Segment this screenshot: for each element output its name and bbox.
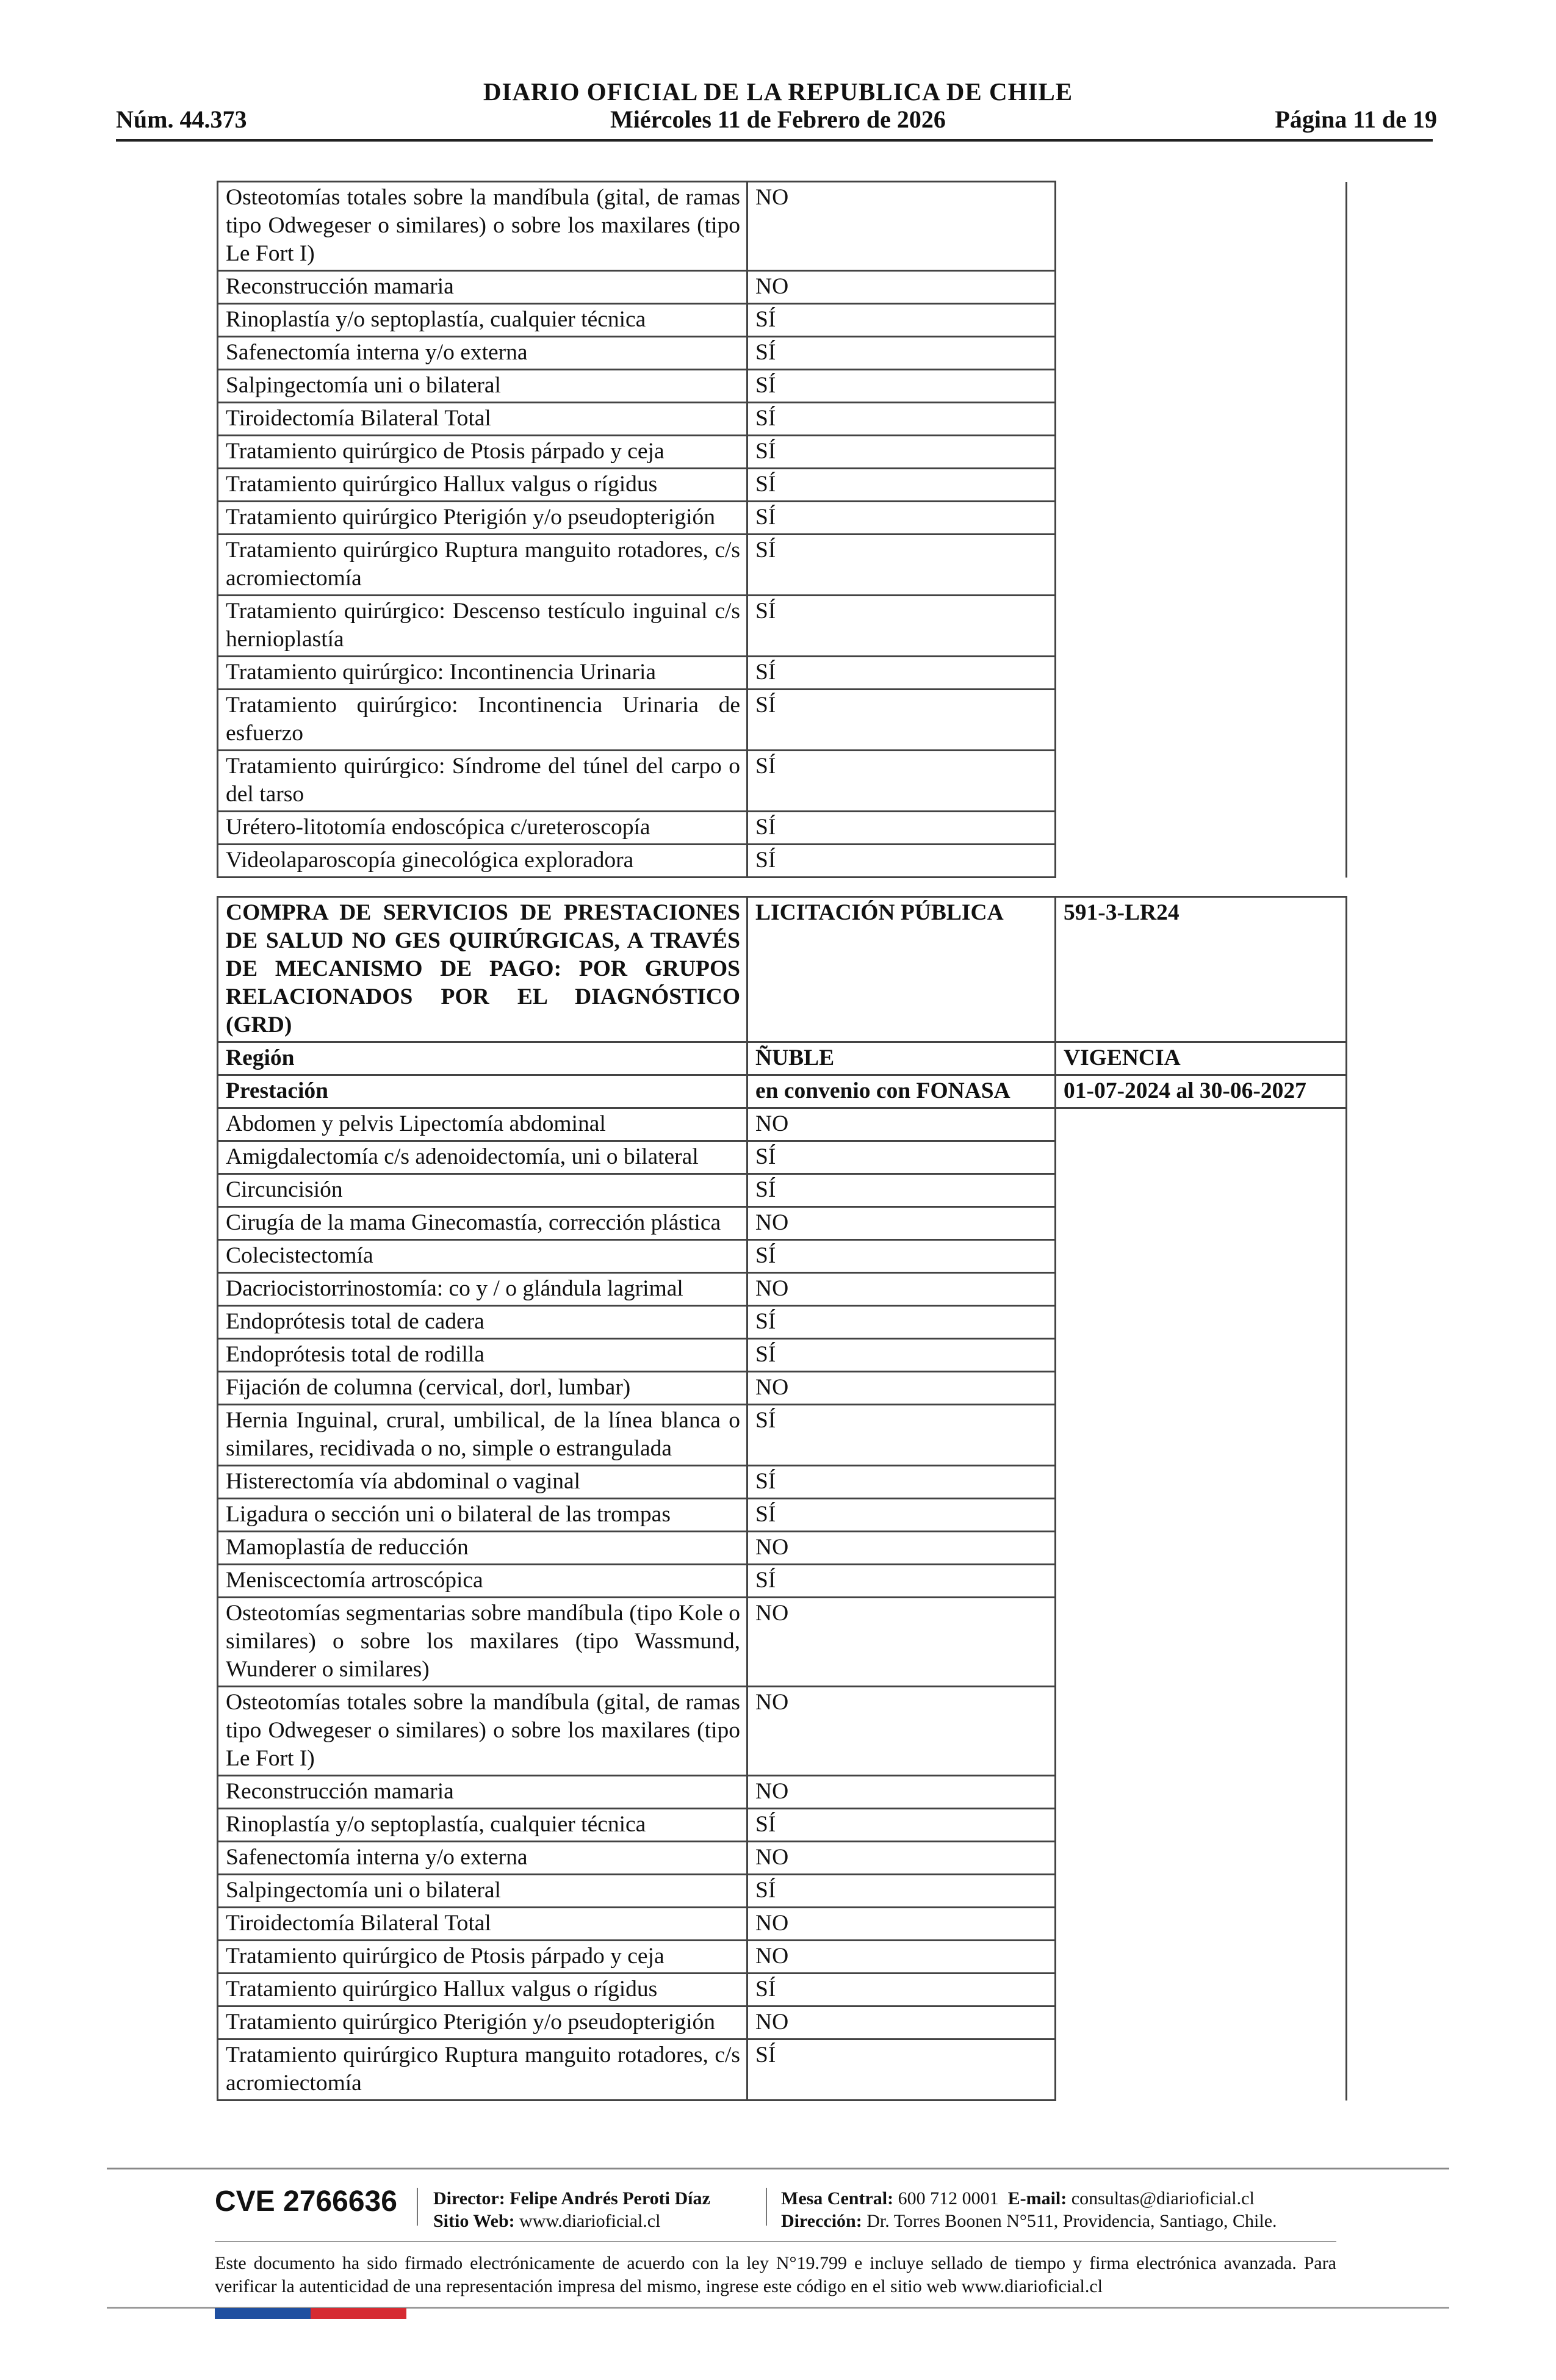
empty-cell: [1056, 370, 1347, 403]
coverage-value: NO: [747, 1273, 1056, 1306]
director-label: Director:: [433, 2188, 505, 2209]
procedure-name: Tratamiento quirúrgico: Síndrome del túnel del carpo o del tarso: [218, 751, 747, 812]
table-row: [218, 1174, 1347, 1207]
procedure-name: Tratamiento quirúrgico de Ptosis párpado y ceja: [218, 436, 747, 469]
procedure-name: Tratamiento quirúrgico: Incontinencia Urinaria de esfuerzo: [218, 690, 747, 751]
coverage-value: NO: [747, 1941, 1056, 1974]
convenio-label: en convenio con FONASA: [747, 1075, 1056, 1108]
table-row: [218, 1974, 1347, 2007]
coverage-value: NO: [747, 1108, 1056, 1141]
table-row: [218, 657, 1347, 690]
procedure-name: Dacriocistorrinostomía: co y / o glándula lagrimal: [218, 1273, 747, 1306]
contact-block: [781, 2187, 1277, 2232]
table-row: [218, 370, 1347, 403]
procedure-name: Ligadura o sección uni o bilateral de las trompas: [218, 1499, 747, 1532]
procedure-name: Meniscectomía artroscópica: [218, 1565, 747, 1598]
website-link[interactable]: www.diarioficial.cl: [519, 2211, 661, 2231]
empty-cell: [1056, 1687, 1347, 1776]
vigencia-label: VIGENCIA: [1056, 1042, 1347, 1075]
header-divider: [116, 139, 1433, 142]
empty-cell: [1056, 1565, 1347, 1598]
procedure-name: Videolaparoscopía ginecológica exploradora: [218, 845, 747, 878]
procedure-name: Osteotomías totales sobre la mandíbula (gital, de ramas tipo Odwegeser o similares) o sobre los maxilares (tipo Le Fort I): [218, 182, 747, 271]
procedures-table-body: [218, 182, 1347, 878]
footer-separator: [417, 2188, 418, 2226]
table-row: [218, 1207, 1347, 1240]
coverage-value: SÍ: [747, 1240, 1056, 1273]
coverage-value: SÍ: [747, 370, 1056, 403]
page-number: Página 11 de 19: [1275, 106, 1437, 133]
empty-cell: [1056, 751, 1347, 812]
empty-cell: [1056, 271, 1347, 304]
empty-cell: [1056, 403, 1347, 436]
table-row: [218, 1565, 1347, 1598]
coverage-value: SÍ: [747, 690, 1056, 751]
table-row: [218, 1598, 1347, 1687]
empty-cell: [1056, 690, 1347, 751]
table-row: [218, 2039, 1347, 2101]
coverage-value: SÍ: [747, 812, 1056, 845]
tender-code-cell: 591-3-LR24: [1056, 897, 1347, 1042]
table-row: [218, 1687, 1347, 1776]
table-row: [218, 182, 1347, 271]
procedure-name: Mamoplastía de reducción: [218, 1532, 747, 1565]
procedure-name: Osteotomías totales sobre la mandíbula (gital, de ramas tipo Odwegeser o similares) o sobre los maxilares (tipo Le Fort I): [218, 1687, 747, 1776]
region-value: ÑUBLE: [747, 1042, 1056, 1075]
procedure-name: Tratamiento quirúrgico Hallux valgus o rígidus: [218, 1974, 747, 2007]
coverage-value: SÍ: [747, 1974, 1056, 2007]
vigencia-value: 01-07-2024 al 30-06-2027: [1056, 1075, 1347, 1108]
procedure-name: Tratamiento quirúrgico Pterigión y/o pseudopterigión: [218, 2007, 747, 2039]
procedure-name: Salpingectomía uni o bilateral: [218, 370, 747, 403]
coverage-value: SÍ: [747, 1174, 1056, 1207]
procedure-name: Tratamiento quirúrgico Ruptura manguito rotadores, c/s acromiectomía: [218, 2039, 747, 2101]
coverage-value: SÍ: [747, 304, 1056, 337]
coverage-value: NO: [747, 1598, 1056, 1687]
procedure-name: Reconstrucción mamaria: [218, 1776, 747, 1809]
coverage-value: SÍ: [747, 403, 1056, 436]
coverage-value: SÍ: [747, 337, 1056, 370]
empty-cell: [1056, 469, 1347, 502]
table-row: [218, 1339, 1347, 1372]
table-row: [218, 436, 1347, 469]
coverage-value: SÍ: [747, 1565, 1056, 1598]
empty-cell: [1056, 2007, 1347, 2039]
procedure-name: Urétero-litotomía endoscópica c/ureteroscopía: [218, 812, 747, 845]
procedure-name: Colecistectomía: [218, 1240, 747, 1273]
empty-cell: [1056, 1207, 1347, 1240]
table-row: [218, 1875, 1347, 1908]
coverage-value: NO: [747, 1532, 1056, 1565]
email-label: E-mail:: [1007, 2188, 1067, 2209]
empty-cell: [1056, 502, 1347, 535]
procedure-name: Tratamiento quirúrgico: Descenso testículo inguinal c/s hernioplastía: [218, 596, 747, 657]
coverage-value: NO: [747, 1842, 1056, 1875]
procedure-name: Rinoplastía y/o septoplastía, cualquier técnica: [218, 304, 747, 337]
procedure-name: Amigdalectomía c/s adenoidectomía, uni o bilateral: [218, 1141, 747, 1174]
page-header: [0, 0, 1556, 146]
empty-cell: [1056, 337, 1347, 370]
procedure-name: Histerectomía vía abdominal o vaginal: [218, 1466, 747, 1499]
procedure-name: Tratamiento quirúrgico de Ptosis párpado y ceja: [218, 1941, 747, 1974]
table-row: [218, 1776, 1347, 1809]
phone-number: 600 712 0001: [898, 2188, 999, 2209]
procedure-name: Osteotomías segmentarias sobre mandíbula (tipo Kole o similares) o sobre los maxilares (tipo Wassmund, Wunderer o similares): [218, 1598, 747, 1687]
procedure-name: Fijación de columna (cervical, dorl, lumbar): [218, 1372, 747, 1405]
table-row: [218, 690, 1347, 751]
empty-cell: [1056, 1776, 1347, 1809]
table-row: [218, 1941, 1347, 1974]
empty-cell: [1056, 1598, 1347, 1687]
table-row: [218, 502, 1347, 535]
coverage-value: NO: [747, 1372, 1056, 1405]
director-name: Felipe Andrés Peroti Díaz: [510, 2188, 710, 2209]
procedure-name: Tratamiento quirúrgico Pterigión y/o pseudopterigión: [218, 502, 747, 535]
coverage-value: NO: [747, 182, 1056, 271]
table-row: [218, 845, 1347, 878]
coverage-value: SÍ: [747, 1339, 1056, 1372]
service-title: COMPRA DE SERVICIOS DE PRESTACIONES DE SALUD NO GES QUIRÚRGICAS, A TRAVÉS DE MECANISMO DE PAGO: POR GRUPOS RELACIONADOS POR EL DIAGNÓSTICO (GRD): [218, 897, 747, 1042]
procedure-name: Endoprótesis total de cadera: [218, 1306, 747, 1339]
empty-cell: [1056, 2039, 1347, 2101]
empty-cell: [1056, 1908, 1347, 1941]
coverage-value: SÍ: [747, 1141, 1056, 1174]
procedure-name: Tiroidectomía Bilateral Total: [218, 403, 747, 436]
empty-cell: [1056, 1306, 1347, 1339]
table-row: [218, 1499, 1347, 1532]
coverage-value: NO: [747, 1776, 1056, 1809]
empty-cell: [1056, 1941, 1347, 1974]
coverage-value: SÍ: [747, 751, 1056, 812]
table-row: [218, 1532, 1347, 1565]
empty-cell: [1056, 1466, 1347, 1499]
table-row: [218, 1405, 1347, 1466]
coverage-value: SÍ: [747, 1405, 1056, 1466]
coverage-value: SÍ: [747, 2039, 1056, 2101]
procedures-table-continued: [217, 181, 1347, 878]
coverage-value: NO: [747, 1207, 1056, 1240]
prestacion-header-row: [218, 1075, 1347, 1108]
address-label: Dirección:: [781, 2211, 862, 2231]
empty-cell: [1056, 596, 1347, 657]
empty-cell: [1056, 1842, 1347, 1875]
coverage-value: SÍ: [747, 469, 1056, 502]
empty-cell: [1056, 436, 1347, 469]
issue-number: Núm. 44.373: [116, 106, 247, 133]
empty-cell: [1056, 1499, 1347, 1532]
procedure-name: Hernia Inguinal, crural, umbilical, de la línea blanca o similares, recidivada o no, simple o estrangulada: [218, 1405, 747, 1466]
table-row: [218, 1273, 1347, 1306]
empty-cell: [1056, 845, 1347, 878]
empty-cell: [1056, 535, 1347, 596]
publication-title: DIARIO OFICIAL DE LA REPUBLICA DE CHILE: [483, 78, 1073, 106]
web-label: Sitio Web:: [433, 2211, 515, 2231]
flag-stripe-red: [311, 2308, 406, 2319]
email-link[interactable]: consultas@diarioficial.cl: [1071, 2188, 1255, 2209]
table-row: [218, 403, 1347, 436]
empty-cell: [1056, 304, 1347, 337]
address-text: Dr. Torres Boonen N°511, Providencia, Santiago, Chile.: [866, 2211, 1277, 2231]
table-row: [218, 1306, 1347, 1339]
procedure-name: Safenectomía interna y/o externa: [218, 337, 747, 370]
mesa-label: Mesa Central:: [781, 2188, 894, 2209]
table-row: [218, 1466, 1347, 1499]
empty-cell: [1056, 1141, 1347, 1174]
coverage-value: NO: [747, 1908, 1056, 1941]
coverage-value: SÍ: [747, 596, 1056, 657]
footer-separator: [766, 2188, 767, 2226]
procedure-name: Salpingectomía uni o bilateral: [218, 1875, 747, 1908]
coverage-value: SÍ: [747, 1809, 1056, 1842]
coverage-value: SÍ: [747, 436, 1056, 469]
procedure-name: Abdomen y pelvis Lipectomía abdominal: [218, 1108, 747, 1141]
empty-cell: [1056, 1240, 1347, 1273]
table-row: [218, 1908, 1347, 1941]
table-row: [218, 1809, 1347, 1842]
empty-cell: [1056, 1875, 1347, 1908]
table-row: [218, 304, 1347, 337]
empty-cell: [1056, 1809, 1347, 1842]
coverage-value: NO: [747, 1687, 1056, 1776]
table-row: [218, 596, 1347, 657]
empty-cell: [1056, 182, 1347, 271]
region-row: [218, 1042, 1347, 1075]
procedure-name: Endoprótesis total de rodilla: [218, 1339, 747, 1372]
empty-cell: [1056, 1174, 1347, 1207]
coverage-value: SÍ: [747, 535, 1056, 596]
table-title-row: [218, 897, 1347, 1042]
empty-cell: [1056, 657, 1347, 690]
procedure-name: Circuncisión: [218, 1174, 747, 1207]
table-row: [218, 2007, 1347, 2039]
empty-cell: [1056, 1108, 1347, 1141]
empty-cell: [1056, 812, 1347, 845]
flag-stripe-blue: [215, 2308, 311, 2319]
table-row: [218, 535, 1347, 596]
coverage-value: SÍ: [747, 845, 1056, 878]
footer-divider-top: [107, 2168, 1449, 2169]
table-row: [218, 1108, 1347, 1141]
coverage-value: NO: [747, 2007, 1056, 2039]
procedure-name: Tiroidectomía Bilateral Total: [218, 1908, 747, 1941]
procedure-name: Tratamiento quirúrgico Hallux valgus o rígidus: [218, 469, 747, 502]
table-row: [218, 1141, 1347, 1174]
director-block: [433, 2187, 710, 2232]
footer-divider-middle: [215, 2241, 1336, 2242]
table-row: [218, 1240, 1347, 1273]
procedure-name: Tratamiento quirúrgico Ruptura manguito rotadores, c/s acromiectomía: [218, 535, 747, 596]
grd-procedures-table: [217, 896, 1347, 2101]
coverage-value: SÍ: [747, 1466, 1056, 1499]
empty-cell: [1056, 1372, 1347, 1405]
coverage-value: SÍ: [747, 1875, 1056, 1908]
table-row: [218, 469, 1347, 502]
procedure-name: Reconstrucción mamaria: [218, 271, 747, 304]
procedure-name: Safenectomía interna y/o externa: [218, 1842, 747, 1875]
publication-date: Miércoles 11 de Febrero de 2026: [610, 106, 946, 133]
region-label: Región: [218, 1042, 747, 1075]
procedure-name: Tratamiento quirúrgico: Incontinencia Urinaria: [218, 657, 747, 690]
empty-cell: [1056, 1405, 1347, 1466]
table-row: [218, 1842, 1347, 1875]
coverage-value: SÍ: [747, 1499, 1056, 1532]
empty-cell: [1056, 1974, 1347, 2007]
coverage-value: NO: [747, 271, 1056, 304]
modality-cell: LICITACIÓN PÚBLICA: [747, 897, 1056, 1042]
procedure-name: Rinoplastía y/o septoplastía, cualquier técnica: [218, 1809, 747, 1842]
prestacion-label: Prestación: [218, 1075, 747, 1108]
table-row: [218, 1372, 1347, 1405]
empty-cell: [1056, 1273, 1347, 1306]
table-row: [218, 337, 1347, 370]
cve-code: CVE 2766636: [215, 2185, 397, 2218]
empty-cell: [1056, 1339, 1347, 1372]
coverage-value: SÍ: [747, 657, 1056, 690]
procedure-name: Cirugía de la mama Ginecomastía, corrección plástica: [218, 1207, 747, 1240]
coverage-value: SÍ: [747, 502, 1056, 535]
table-row: [218, 812, 1347, 845]
table-row: [218, 751, 1347, 812]
grd-table-body: [218, 897, 1347, 2101]
coverage-value: SÍ: [747, 1306, 1056, 1339]
legal-notice: Este documento ha sido firmado electrónicamente de acuerdo con la ley N°19.799 e incluye sellado de tiempo y firma electrónica avanzada. Para verificar la autenticidad de una representación impresa del mismo, ingrese este código en el sitio web www.diarioficial.cl: [215, 2253, 1336, 2296]
table-row: [218, 271, 1347, 304]
empty-cell: [1056, 1532, 1347, 1565]
